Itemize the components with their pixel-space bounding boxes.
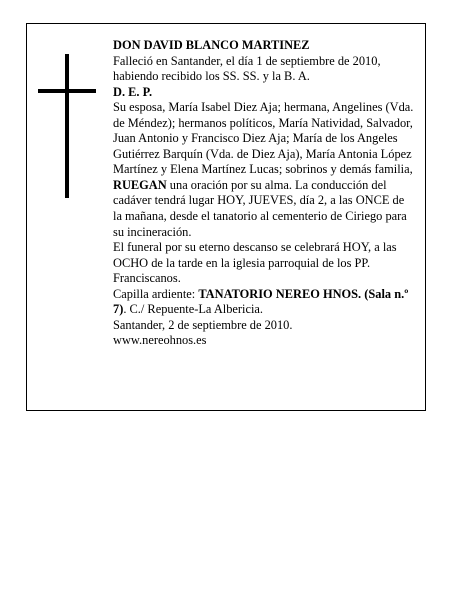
website-link[interactable]: www.nereohnos.es [113, 333, 207, 348]
tanatorio-name: TANATORIO NEREO HNOS. (Sala n.º 7) [113, 286, 409, 317]
cross-horizontal-bar [38, 89, 96, 93]
place-date: Santander, 2 de septiembre de 2010. [113, 317, 293, 332]
death-announcement: Falleció en Santander, el día 1 de septiembre de 2010, habiendo recibido los SS. SS. y la B. A. [113, 53, 381, 84]
capilla-address: . C./ Repuente-La Albericia. [123, 302, 264, 317]
capilla-paragraph [113, 287, 415, 318]
family-list: Su esposa, María Isabel Diez Aja; hermana, Angelines (Vda. de Méndez); hermanos políticos, María Natividad, Salvador, Juan Antonio y Francisco Diez Aja; María de los Angeles Gutiérrez Barquín (Vda. de Diez Aja), María Antonia López Martínez y Elena Martínez Lucas; sobrinos y demás familia, [113, 100, 414, 177]
funeral-paragraph: El funeral por su eterno descanso se celebrará HOY, a las OCHO de la tarde en la iglesia parroquial de los PP. Franciscanos. [113, 240, 397, 286]
cross-vertical-bar [65, 54, 69, 198]
deceased-name: DON DAVID BLANCO MARTINEZ [113, 38, 310, 52]
ruegan-paragraph [113, 178, 415, 240]
ruegan-word: RUEGAN [113, 177, 167, 192]
cross-icon [38, 54, 96, 198]
ruegan-text: una oración por su alma. La conducción del cadáver tendrá lugar HOY, JUEVES, día 2, a las ONCE de la mañana, desde el tanatorio al cementerio de Ciriego para su incineración. [113, 177, 407, 239]
dep-line: D. E. P. [113, 84, 153, 99]
notice-text [113, 38, 415, 349]
obituary-notice [26, 23, 426, 411]
capilla-label: Capilla ardiente: [113, 286, 199, 301]
